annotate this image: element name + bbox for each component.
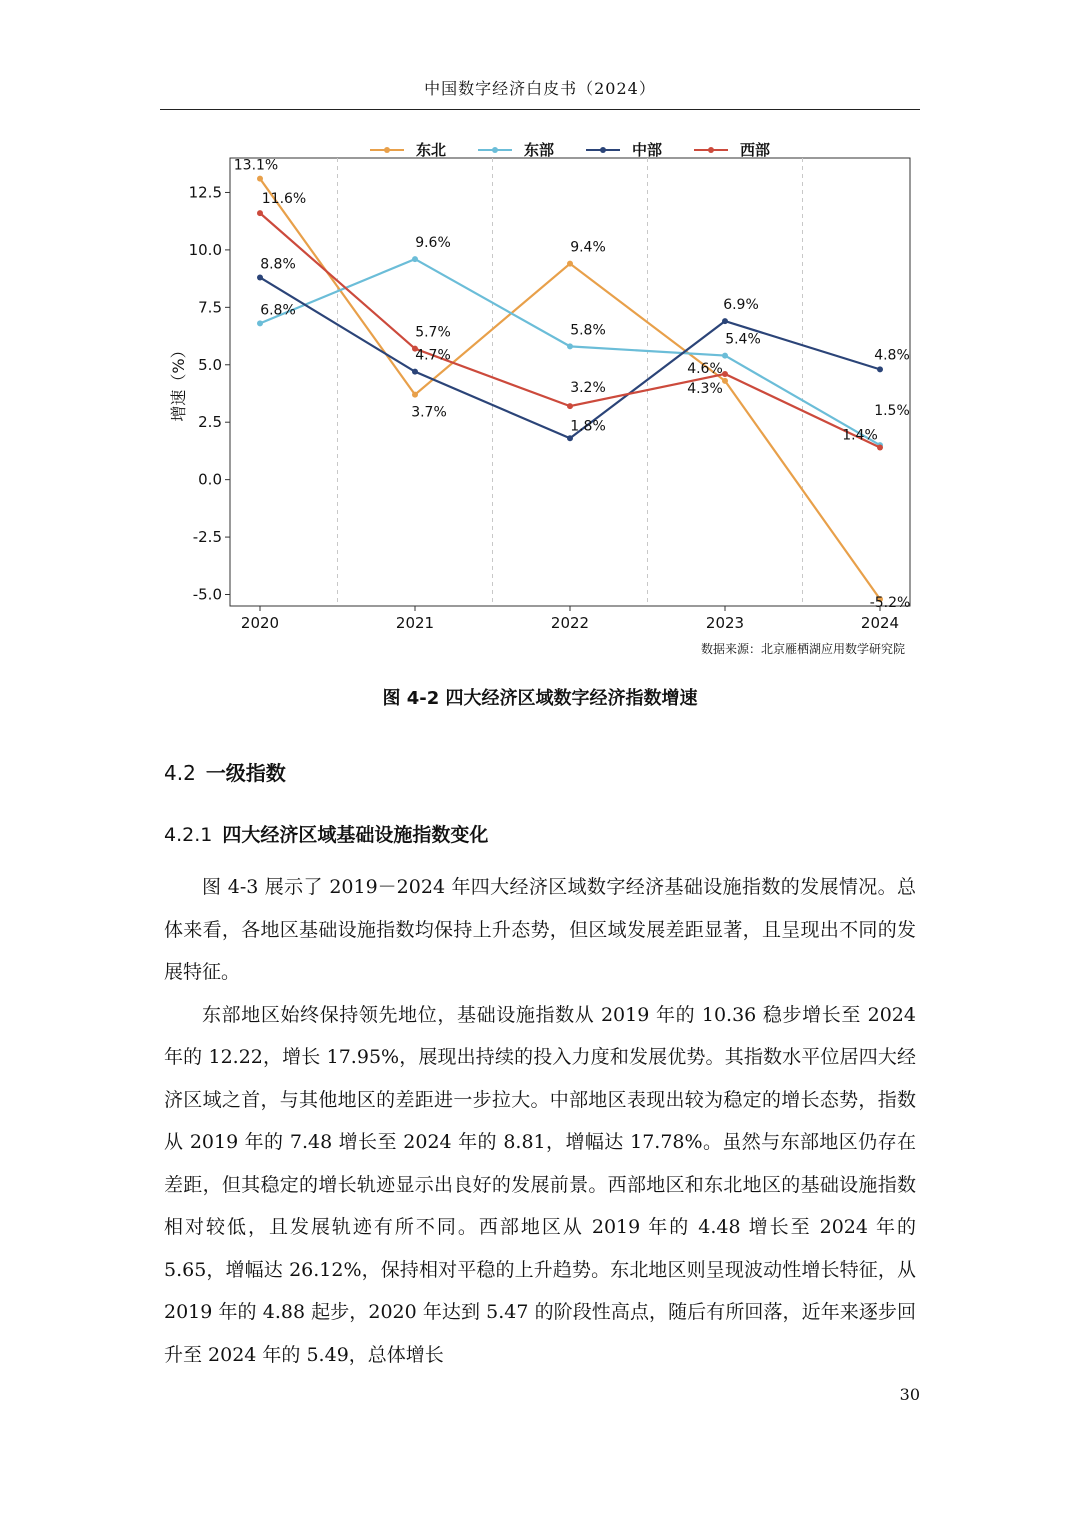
subsection-heading <box>164 820 488 847</box>
data-label: 4.3% <box>687 380 723 397</box>
section-heading <box>164 757 286 786</box>
data-point <box>567 343 573 349</box>
data-label: 6.8% <box>260 302 296 319</box>
data-label: 13.1% <box>233 157 279 174</box>
data-point <box>877 366 883 372</box>
x-tick-label: 2023 <box>705 614 745 632</box>
data-point <box>722 353 728 359</box>
data-label: 5.7% <box>415 324 451 341</box>
data-label: 9.6% <box>415 235 451 252</box>
y-tick-label: 10.0 <box>188 240 222 259</box>
data-source-note: 数据来源：北京雁栖湖应用数学研究院 <box>700 642 905 656</box>
data-label: 11.6% <box>261 191 307 208</box>
legend-marker <box>384 147 390 153</box>
y-tick-label: 0.0 <box>198 470 222 489</box>
data-label: 1.5% <box>874 403 910 420</box>
data-point <box>257 176 263 182</box>
data-label: -5.2% <box>869 595 911 612</box>
data-point <box>722 378 728 384</box>
document-header: 中国数字经济白皮书（2024） <box>424 79 656 98</box>
data-label: 4.8% <box>874 347 910 364</box>
paragraph: 东部地区始终保持领先地位，基础设施指数从 2019 年的 10.36 稳步增长至 2024 年的 12.22，增长 17.95%，展现出持续的投入力度和发展优势。其指数水平位居四大经济区域之首，与其他地区的差距进一步拉大。中部地区表现出较为稳定的增长态势，指数从 2019 年的 7.48 增长至 2024 年的 8.81，增幅达 17.78%。虽然与东部地区仍存在差距，但其稳定的增长轨迹显示出良好的发展前景。西部地区和东北地区的基础设施指数相对较低，且发展轨迹有所不同。西部地区从 2019 年的 4.48 增长至 2024 年的 5.65，增幅达 26.12%，保持相对平稳的上升趋势。东北地区则呈现波动性增长特征，从 2019 年的 4.88 起步，2020 年达到 5.47 的阶段性高点，随后有所回落，近年来逐步回升至 2024 年的 5.49，总体增长 <box>164 1003 916 1366</box>
legend-label: 东部 <box>524 141 555 159</box>
axis-layer <box>189 183 900 632</box>
data-point <box>722 371 728 377</box>
body-text <box>164 866 916 1376</box>
page-number: 30 <box>899 1385 920 1404</box>
legend-marker <box>708 147 714 153</box>
legend-label: 西部 <box>740 141 771 159</box>
x-tick-label: 2021 <box>395 614 435 632</box>
data-label: 4.7% <box>415 347 451 364</box>
data-point <box>722 318 728 324</box>
data-point <box>412 392 418 398</box>
legend-label: 中部 <box>632 141 663 159</box>
data-point <box>257 210 263 216</box>
x-tick-label: 2024 <box>860 614 900 632</box>
section-title: 一级指数 <box>205 761 286 785</box>
data-point <box>567 261 573 267</box>
section-number: 4.2 <box>164 761 196 785</box>
data-label: 6.9% <box>723 297 759 314</box>
data-label: 3.2% <box>570 380 606 397</box>
legend-marker <box>492 147 498 153</box>
data-label-layer <box>234 158 911 611</box>
data-point <box>567 403 573 409</box>
figure-caption: 图 4-2 四大经济区域数字经济指数增速 <box>382 688 698 709</box>
data-point <box>877 444 883 450</box>
data-label: 8.8% <box>260 256 296 273</box>
x-tick-label: 2020 <box>240 614 280 632</box>
growth-line-chart <box>160 132 920 672</box>
data-label: 4.6% <box>687 360 723 377</box>
header-rule <box>160 109 920 110</box>
data-point <box>412 369 418 375</box>
legend-label: 东北 <box>416 141 447 159</box>
data-label: 1.4% <box>842 427 878 444</box>
y-tick-label: 2.5 <box>198 413 222 432</box>
data-label: 3.7% <box>411 404 447 421</box>
subsection-number: 4.2.1 <box>164 824 213 846</box>
data-point <box>257 274 263 280</box>
x-tick-label: 2022 <box>550 614 590 632</box>
y-tick-label: -2.5 <box>192 528 222 547</box>
subsection-title: 四大经济区域基础设施指数变化 <box>222 824 489 846</box>
legend <box>370 141 770 159</box>
data-label: 9.4% <box>570 239 606 256</box>
y-tick-label: 12.5 <box>188 183 222 202</box>
series-line <box>260 259 880 445</box>
data-label: 1.8% <box>570 418 606 435</box>
series-line <box>260 277 880 438</box>
y-tick-label: 5.0 <box>198 355 222 374</box>
legend-marker <box>600 147 606 153</box>
data-point <box>412 256 418 262</box>
data-point <box>567 435 573 441</box>
y-tick-label: 7.5 <box>198 298 222 317</box>
y-axis-label: 增速（%） <box>169 342 188 422</box>
data-label: 5.4% <box>725 331 761 348</box>
data-point <box>257 320 263 326</box>
y-tick-label: -5.0 <box>192 585 222 604</box>
data-label: 5.8% <box>570 322 606 339</box>
paragraph: 图 4-3 展示了 2019－2024 年四大经济区域数字经济基础设施指数的发展情况。总体来看，各地区基础设施指数均保持上升态势，但区域发展差距显著，且呈现出不同的发展特征。 <box>164 876 916 983</box>
